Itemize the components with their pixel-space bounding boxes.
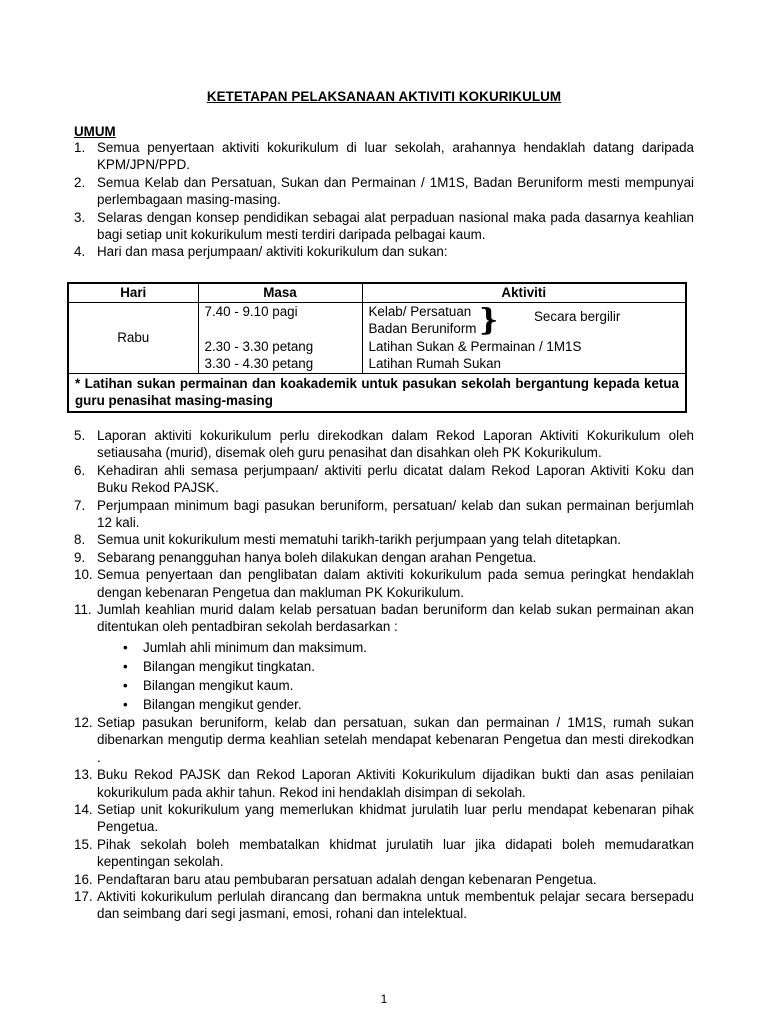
item-number: 10. [74, 567, 93, 583]
item-number: 7. [74, 497, 86, 513]
section-heading: UMUM [74, 124, 116, 139]
item-number: 12. [74, 714, 93, 730]
bullet-item: • Jumlah ahli minimum dan maksimum. [123, 639, 367, 655]
time-slot: 3.30 - 4.30 petang [204, 356, 314, 372]
item-text: Selaras dengan konsep pendidikan sebagai alat perpaduan nasional maka pada dasarnya keahlian bagi setiap unit kokurikulum mesti terdiri daripada pelbagai kaum. [97, 209, 694, 243]
item-text: Semua penyertaan dan penglibatan dalam aktiviti kokurikulum pada semua peringkat hendaklah dengan kebenaran Pengetua dan makluman PK Kokurikulum. [97, 567, 694, 600]
list-item [74, 714, 694, 766]
item-number: 14. [74, 801, 93, 817]
rules-list-part2 [74, 427, 694, 923]
item-text: Setiap unit kokurikulum yang memerlukan khidmat jurulatih luar perlu mendapat kebenaran pihak Pengetua. [97, 801, 694, 835]
bullet-icon: • [123, 658, 128, 674]
list-item [74, 209, 694, 244]
item-text: Jumlah keahlian murid dalam kelab persatuan badan beruniform dan kelab sukan permainan akan ditentukan oleh pentadbiran sekolah berdasarkan : [97, 602, 694, 635]
bullet-item: • Bilangan mengikut tingkatan. [123, 658, 315, 674]
list-item [74, 871, 694, 888]
item-text: Kehadiran ahli semasa perjumpaan/ aktiviti perlu dicatat dalam Rekod Laporan Aktiviti Koku dan Buku Rekod PAJSK. [97, 462, 694, 496]
item-number: 11. [74, 602, 92, 618]
criteria-bullet-list [97, 638, 694, 714]
list-item [74, 174, 694, 209]
list-item [74, 836, 694, 871]
item-number: 4. [74, 244, 86, 260]
time-slot [205, 320, 356, 337]
list-item [74, 766, 694, 801]
item-number: 1. [74, 140, 86, 155]
item-text: Semua Kelab dan Persatuan, Sukan dan Permainan / 1M1S, Badan Beruniform mesti mempunyai perlembagaan masing-masing. [97, 174, 694, 208]
time-slot: 2.30 - 3.30 petang [204, 338, 314, 354]
bullet-icon: • [123, 677, 128, 693]
day-cell: Rabu [68, 303, 198, 374]
table-note-row [68, 373, 686, 412]
column-header-aktiviti: Aktiviti [362, 283, 686, 303]
rotation-label: Secara bergilir [534, 309, 621, 324]
list-item [74, 497, 694, 532]
item-number: 6. [74, 462, 86, 478]
item-text: Semua penyertaan aktiviti kokurikulum di luar sekolah, arahannya hendaklah datang daripada KPM/JPN/PPD. [97, 140, 694, 173]
time-slot: 7.40 - 9.10 pagi [204, 304, 298, 319]
item-number: 16. [74, 871, 93, 887]
item-text: Semua unit kokurikulum mesti mematuhi tarikh-tarikh perjumpaan yang telah ditetapkan. [97, 532, 621, 548]
item-number: 9. [74, 549, 86, 565]
item-number: 3. [74, 209, 86, 225]
time-cell [198, 303, 362, 374]
table-header-row [68, 283, 686, 303]
item-text: Sebarang penangguhan hanya boleh dilakukan dengan arahan Pengetua. [97, 549, 537, 565]
bullet-item: • Bilangan mengikut gender. [123, 696, 302, 712]
activity-entry: Latihan Rumah Sukan [368, 356, 502, 372]
bullet-item: • Bilangan mengikut kaum. [123, 677, 294, 693]
column-header-masa: Masa [198, 283, 362, 303]
item-text: Buku Rekod PAJSK dan Rekod Laporan Aktiviti Kokurikulum dijadikan bukti dan asas penilaian kokurikulum pada akhir tahun. Rekod ini hendaklah disimpan di sekolah. [97, 767, 694, 800]
list-item [74, 427, 694, 462]
activity-entry: Latihan Sukan & Permainan / 1M1S [368, 338, 582, 354]
item-text: Aktiviti kokurikulum perlulah dirancang dan bermakna untuk membentuk pelajar secara bersepadu dan seimbang dari segi jasmani, emosi, rohani dan intelektual. [97, 888, 694, 922]
item-number: 2. [74, 174, 86, 190]
curly-brace-icon: } [479, 303, 499, 338]
list-item [74, 243, 694, 260]
item-text: Setiap pasukan beruniform, kelab dan persatuan, sukan dan permainan / 1M1S, rumah sukan dibenarkan mengutip derma keahlian setelah mendapat kebenaran Pengetua dan mesti direkodkan . [97, 714, 694, 765]
activity-entry: Kelab/ Persatuan [368, 304, 472, 319]
item-number: 8. [74, 532, 86, 548]
activity-entry: Badan Beruniform [368, 321, 477, 337]
item-text: Laporan aktiviti kokurikulum perlu direkodkan dalam Rekod Laporan Aktiviti Kokurikulum oleh setiausaha (murid), disemak oleh guru penasihat dan disahkan oleh PK Kokurikulum. [97, 428, 694, 461]
activity-cell [362, 303, 686, 374]
rules-list-part1 [74, 139, 694, 261]
list-item [74, 888, 694, 923]
item-text: Pihak sekolah boleh membatalkan khidmat jurulatih luar jika didapati boleh memudaratkan kepentingan sekolah. [97, 836, 694, 870]
item-number: 15. [74, 836, 93, 852]
table-note: * Latihan sukan permainan dan koakademik untuk pasukan sekolah bergantung kepada ketua guru penasihat masing-masing [68, 373, 686, 412]
list-item [74, 531, 694, 548]
bullet-icon: • [123, 639, 128, 655]
page-number: 1 [380, 992, 388, 1006]
item-text: Pendaftaran baru atau pembubaran persatuan adalah dengan kebenaran Pengetua. [97, 871, 597, 887]
document-title: KETETAPAN PELAKSANAAN AKTIVITI KOKURIKULUM [206, 89, 562, 104]
item-text: Perjumpaan minimum bagi pasukan beruniform, persatuan/ kelab dan sukan permainan berjumlah 12 kali. [97, 497, 694, 531]
schedule-table [67, 282, 687, 413]
column-header-hari: Hari [68, 283, 198, 303]
item-number: 5. [74, 428, 86, 443]
item-number: 13. [74, 767, 93, 783]
list-item [74, 801, 694, 836]
list-item [74, 462, 694, 497]
list-item [74, 549, 694, 566]
list-item [74, 566, 694, 601]
list-item [74, 139, 694, 174]
item-text: Hari dan masa perjumpaan/ aktiviti kokurikulum dan sukan: [97, 244, 448, 260]
item-number: 17. [74, 888, 93, 904]
list-item [74, 601, 694, 714]
bullet-icon: • [123, 696, 128, 712]
